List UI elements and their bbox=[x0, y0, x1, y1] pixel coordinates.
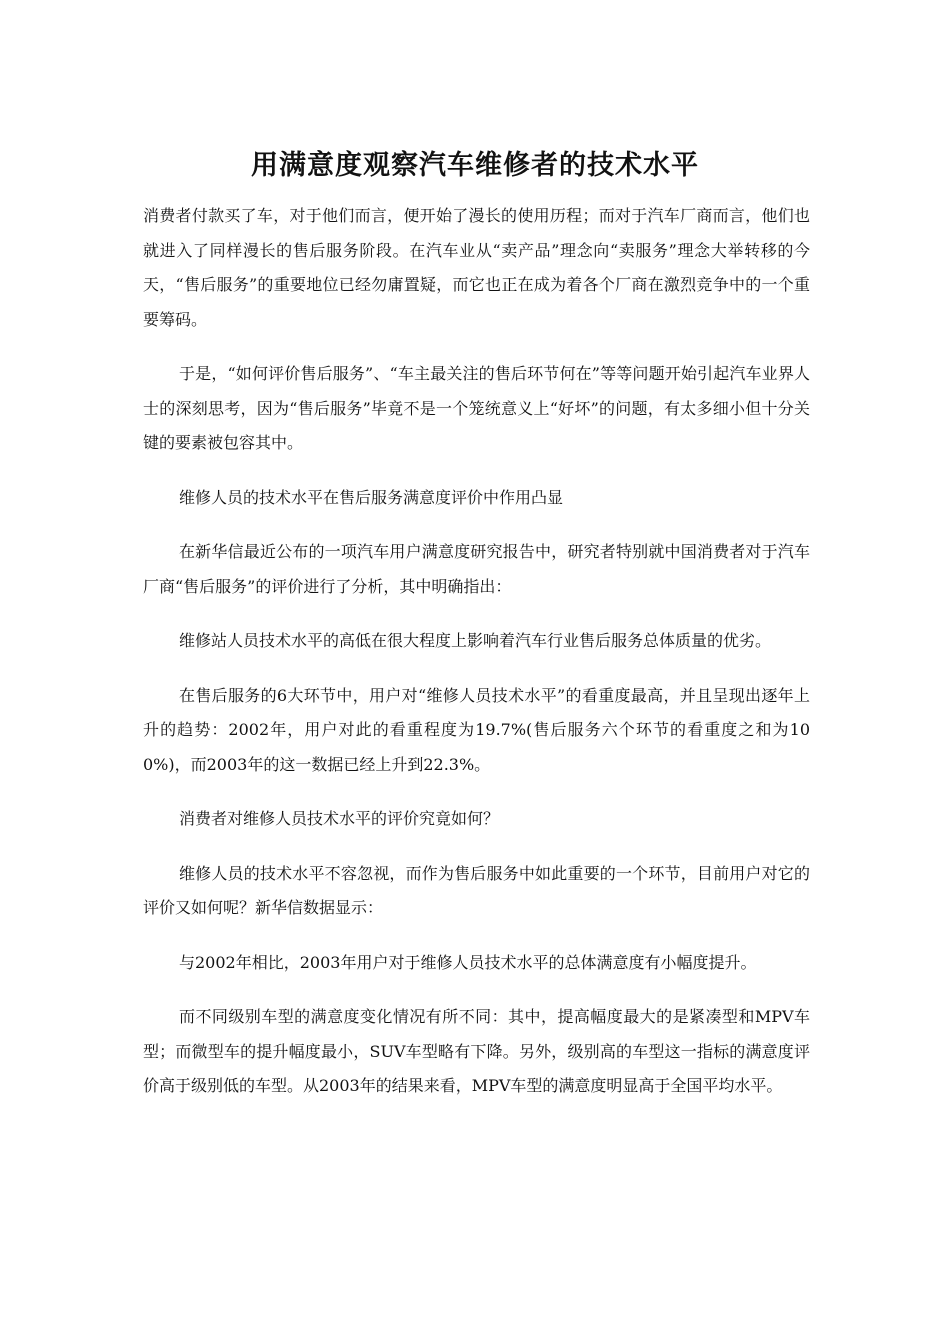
paragraph-vehicle-segments: 而不同级别车型的满意度变化情况有所不同：其中，提高幅度最大的是紧凑型和MPV车型；而微型车的提升幅度最小，SUV车型略有下降。另外，级别高的车型这一指标的满意度评价高于级别低的车型。从2003年的结果来看，MPV车型的满意度明显高于全国平均水平。 bbox=[143, 1007, 810, 1095]
document-body bbox=[143, 199, 810, 1124]
paragraph-importance-trend: 在售后服务的6大环节中，用户对“维修人员技术水平”的看重度最高，并且呈现出逐年上升的趋势：2002年，用户对此的看重程度为19.7%(售后服务六个环节的看重度之和为100%)，而2003年的这一数据已经上升到22.3%。 bbox=[143, 685, 810, 774]
section-heading-technical-level: 维修人员的技术水平在售后服务满意度评价中作用凸显 bbox=[179, 487, 564, 507]
paragraph-key-finding: 维修站人员技术水平的高低在很大程度上影响着汽车行业售后服务总体质量的优劣。 bbox=[179, 631, 772, 650]
document-title: 用满意度观察汽车维修者的技术水平 bbox=[251, 150, 699, 181]
paragraph-report: 在新华信最近公布的一项汽车用户满意度研究报告中，研究者特别就中国消费者对于汽车厂商“售后服务”的评价进行了分析，其中明确指出： bbox=[143, 542, 810, 596]
paragraph-intro: 消费者付款买了车，对于他们而言，便开始了漫长的使用历程；而对于汽车厂商而言，他们也就进入了同样漫长的售后服务阶段。在汽车业从“卖产品”理念向“卖服务”理念大举转移的今天，“售后服务”的重要地位已经勿庸置疑，而它也正在成为着各个厂商在激烈竞争中的一个重要筹码。 bbox=[143, 206, 810, 329]
section-heading-consumer-evaluation: 消费者对维修人员技术水平的评价究竟如何？ bbox=[179, 809, 500, 828]
paragraph-satisfaction-change: 与2002年相比，2003年用户对于维修人员技术水平的总体满意度有小幅度提升。 bbox=[179, 952, 757, 972]
paragraph-data-intro: 维修人员的技术水平不容忽视，而作为售后服务中如此重要的一个环节，目前用户对它的评价又如何呢？新华信数据显示： bbox=[143, 863, 810, 917]
paragraph-evaluation-question: 于是，“如何评价售后服务”、“车主最关注的售后环节何在”等等问题开始引起汽车业界人士的深刻思考，因为“售后服务”毕竟不是一个笼统意义上“好坏”的问题，有太多细小但十分关键的要素被包容其中。 bbox=[143, 364, 810, 452]
